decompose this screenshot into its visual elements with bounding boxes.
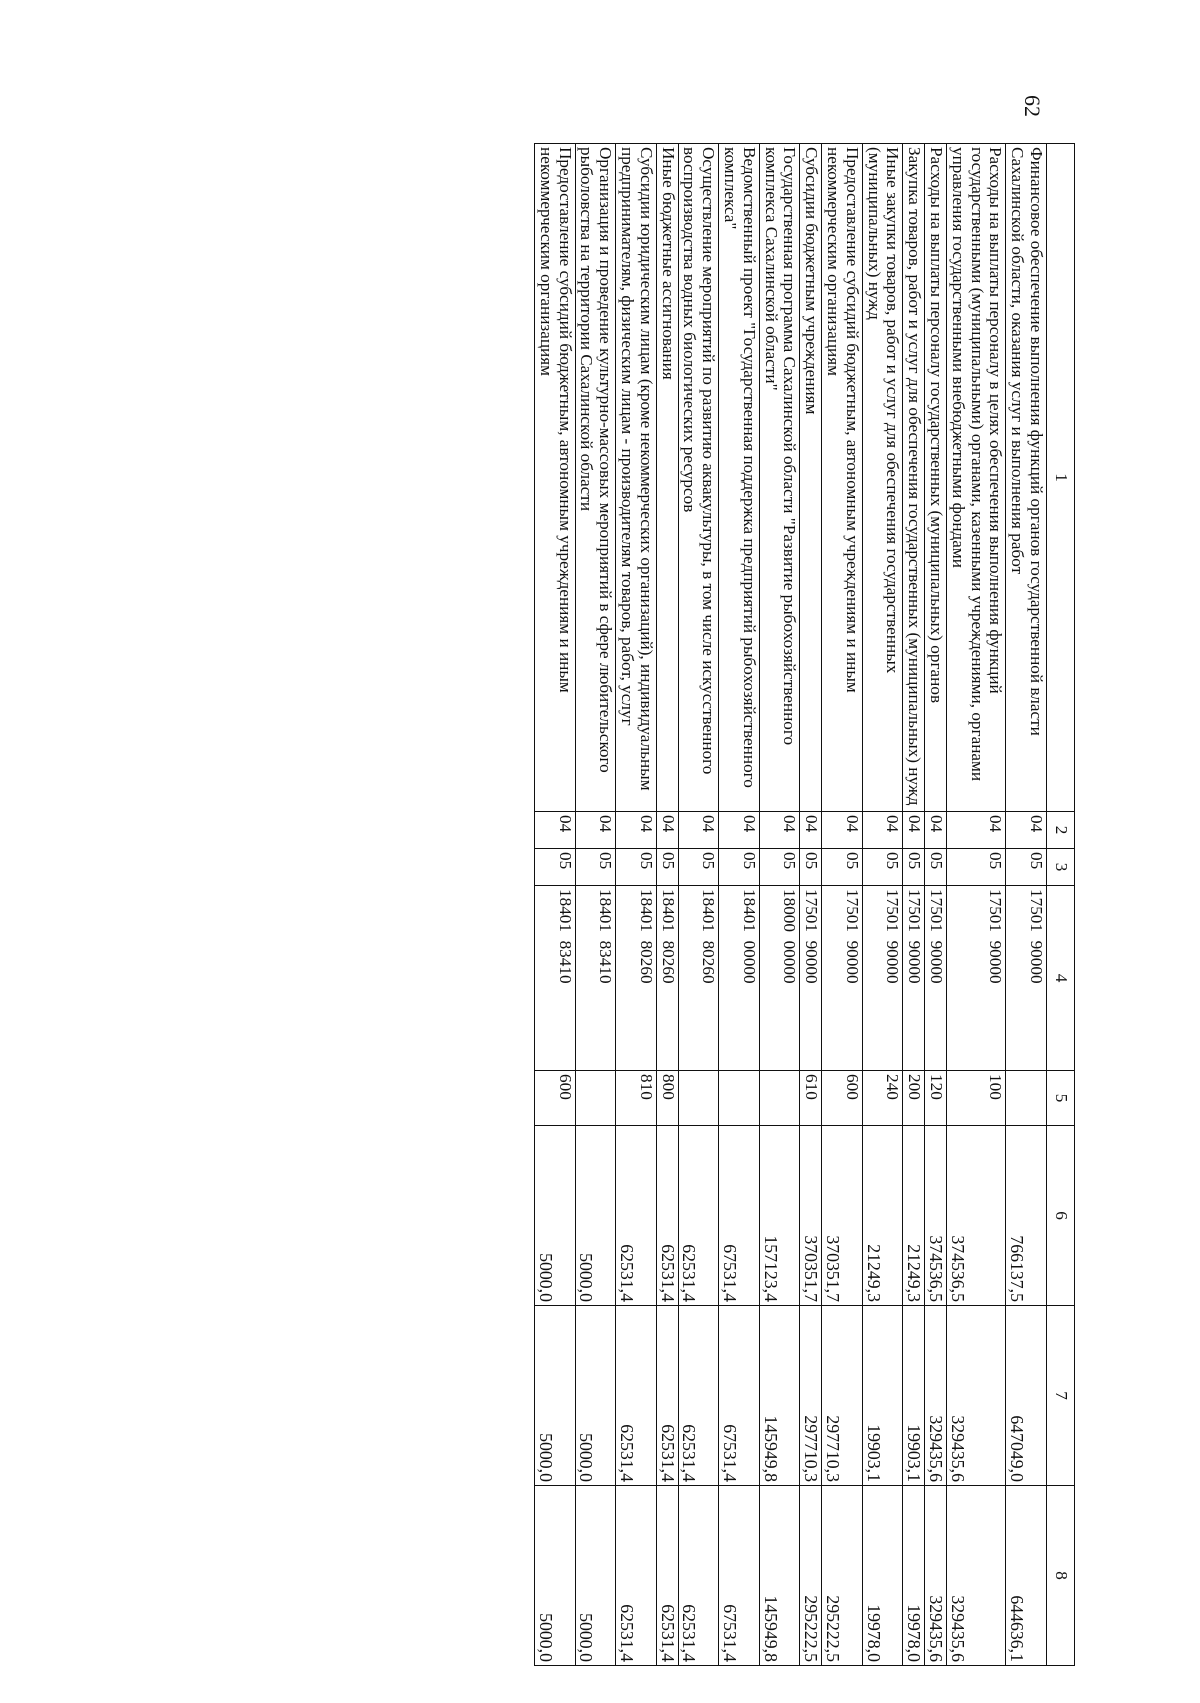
row-target-article: 18401 00000	[719, 886, 760, 1071]
row-value-col8: 295222,5	[800, 1486, 822, 1666]
table-row	[925, 144, 947, 1666]
row-expense-type: 610	[800, 1071, 822, 1126]
row-subsection: 05	[678, 849, 719, 886]
row-target-article: 18401 83410	[575, 886, 616, 1071]
row-expense-type: 200	[903, 1071, 925, 1126]
row-subsection: 05	[535, 849, 576, 886]
row-value-col6: 62531,4	[616, 1126, 657, 1306]
row-section: 04	[822, 812, 863, 849]
row-target-article: 18401 80260	[616, 886, 657, 1071]
row-expense-type: 800	[656, 1071, 678, 1126]
header-col-2: 2	[1047, 812, 1075, 849]
header-col-1: 1	[1047, 144, 1075, 812]
row-name: Расходы на выплаты персоналу в целях обеспечения выполнения функций государственными (муниципальными) органами, казенными учреждениями, органами управления государственными внебюджетными фондами	[947, 144, 1006, 812]
row-value-col8: 62531,4	[678, 1486, 719, 1666]
rotated-sheet	[115, 95, 1075, 1665]
table-row	[678, 144, 719, 1666]
row-value-col6: 374536,5	[925, 1126, 947, 1306]
budget-table	[534, 143, 1075, 1666]
row-target-article: 18401 80260	[678, 886, 719, 1071]
row-subsection: 05	[759, 849, 800, 886]
row-name: Осуществление мероприятий по развитию аквакультуры, в том числе искусственного воспроизводства водных биологических ресурсов	[678, 144, 719, 812]
row-target-article: 17501 90000	[800, 886, 822, 1071]
row-value-col7: 19903,1	[903, 1306, 925, 1486]
row-section: 04	[719, 812, 760, 849]
row-name: Иные закупки товаров, работ и услуг для обеспечения государственных (муниципальных) нужд	[862, 144, 903, 812]
row-subsection: 05	[862, 849, 903, 886]
row-target-article: 18401 80260	[656, 886, 678, 1071]
row-value-col6: 5000,0	[535, 1126, 576, 1306]
row-section: 04	[575, 812, 616, 849]
row-value-col8: 5000,0	[535, 1486, 576, 1666]
row-value-col6: 766137,5	[1006, 1126, 1047, 1306]
row-expense-type: 100	[947, 1071, 1006, 1126]
row-value-col7: 62531,4	[616, 1306, 657, 1486]
row-value-col8: 145949,8	[759, 1486, 800, 1666]
row-expense-type: 120	[925, 1071, 947, 1126]
header-col-7: 7	[1047, 1306, 1075, 1486]
row-name: Расходы на выплаты персоналу государственных (муниципальных) органов	[925, 144, 947, 812]
row-target-article: 17501 90000	[925, 886, 947, 1071]
row-value-col7: 5000,0	[575, 1306, 616, 1486]
row-target-article: 18401 83410	[535, 886, 576, 1071]
row-value-col8: 295222,5	[822, 1486, 863, 1666]
row-value-col8: 62531,4	[656, 1486, 678, 1666]
row-target-article: 17501 90000	[862, 886, 903, 1071]
row-value-col7: 297710,3	[822, 1306, 863, 1486]
row-value-col7: 145949,8	[759, 1306, 800, 1486]
row-section: 04	[947, 812, 1006, 849]
row-value-col7: 329435,6	[947, 1306, 1006, 1486]
row-value-col8: 19978,0	[903, 1486, 925, 1666]
row-target-article: 17501 90000	[947, 886, 1006, 1071]
row-target-article: 18000 00000	[759, 886, 800, 1071]
row-value-col6: 370351,7	[822, 1126, 863, 1306]
table-row	[1006, 144, 1047, 1666]
row-subsection: 05	[903, 849, 925, 886]
row-name: Закупка товаров, работ и услуг для обеспечения государственных (муниципальных) нужд	[903, 144, 925, 812]
row-value-col7: 647049,0	[1006, 1306, 1047, 1486]
row-expense-type	[759, 1071, 800, 1126]
row-expense-type: 810	[616, 1071, 657, 1126]
table-row	[822, 144, 863, 1666]
row-name: Государственная программа Сахалинской области "Развитие рыбохозяйственного комплекса Сахалинской области"	[759, 144, 800, 812]
row-section: 04	[616, 812, 657, 849]
row-value-col7: 5000,0	[535, 1306, 576, 1486]
table-row	[862, 144, 903, 1666]
row-section: 04	[862, 812, 903, 849]
row-value-col6: 157123,4	[759, 1126, 800, 1306]
page-number: 62	[1020, 95, 1045, 117]
row-section: 04	[925, 812, 947, 849]
row-target-article: 17501 90000	[903, 886, 925, 1071]
table-row	[800, 144, 822, 1666]
row-name: Финансовое обеспечение выполнения функций органов государственной власти Сахалинской области, оказания услуг и выполнения работ	[1006, 144, 1047, 812]
row-target-article: 17501 90000	[822, 886, 863, 1071]
row-name: Субсидии бюджетным учреждениям	[800, 144, 822, 812]
row-subsection: 05	[1006, 849, 1047, 886]
row-value-col8: 67531,4	[719, 1486, 760, 1666]
row-name: Иные бюджетные ассигнования	[656, 144, 678, 812]
row-value-col6: 370351,7	[800, 1126, 822, 1306]
table-row	[903, 144, 925, 1666]
row-value-col6: 374536,5	[947, 1126, 1006, 1306]
row-value-col8: 5000,0	[575, 1486, 616, 1666]
table-row	[656, 144, 678, 1666]
row-value-col6: 21249,3	[862, 1126, 903, 1306]
row-section: 04	[759, 812, 800, 849]
row-section: 04	[903, 812, 925, 849]
row-name: Ведомственный проект "Государственная поддержка предприятий рыбохозяйственного комплекса"	[719, 144, 760, 812]
row-value-col7: 62531,4	[678, 1306, 719, 1486]
row-value-col6: 62531,4	[678, 1126, 719, 1306]
row-value-col6: 62531,4	[656, 1126, 678, 1306]
row-expense-type	[678, 1071, 719, 1126]
row-value-col7: 67531,4	[719, 1306, 760, 1486]
row-expense-type	[719, 1071, 760, 1126]
row-subsection: 05	[719, 849, 760, 886]
table-row	[535, 144, 576, 1666]
row-name: Субсидии юридическим лицам (кроме некоммерческих организаций), индивидуальным предпринимателям, физическим лицам - производителям товаров, работ, услуг	[616, 144, 657, 812]
row-subsection: 05	[656, 849, 678, 886]
table-row	[616, 144, 657, 1666]
row-expense-type: 600	[535, 1071, 576, 1126]
row-section: 04	[1006, 812, 1047, 849]
row-value-col7: 19903,1	[862, 1306, 903, 1486]
row-expense-type: 240	[862, 1071, 903, 1126]
row-subsection: 05	[800, 849, 822, 886]
row-value-col8: 644636,1	[1006, 1486, 1047, 1666]
row-value-col8: 62531,4	[616, 1486, 657, 1666]
header-col-3: 3	[1047, 849, 1075, 886]
row-subsection: 05	[575, 849, 616, 886]
header-col-4: 4	[1047, 886, 1075, 1071]
row-value-col6: 21249,3	[903, 1126, 925, 1306]
header-col-8: 8	[1047, 1486, 1075, 1666]
row-expense-type	[1006, 1071, 1047, 1126]
row-subsection: 05	[616, 849, 657, 886]
row-section: 04	[656, 812, 678, 849]
row-value-col7: 329435,6	[925, 1306, 947, 1486]
row-name: Организация и проведение культурно-массовых мероприятий в сфере любительского рыболовства на территории Сахалинской области	[575, 144, 616, 812]
row-subsection: 05	[925, 849, 947, 886]
row-section: 04	[535, 812, 576, 849]
row-expense-type	[575, 1071, 616, 1126]
header-row	[1047, 144, 1075, 1666]
table-row	[719, 144, 760, 1666]
row-value-col8: 19978,0	[862, 1486, 903, 1666]
row-value-col6: 5000,0	[575, 1126, 616, 1306]
document-page	[115, 95, 1075, 1665]
row-section: 04	[800, 812, 822, 849]
row-value-col8: 329435,6	[947, 1486, 1006, 1666]
header-col-5: 5	[1047, 1071, 1075, 1126]
table-row	[759, 144, 800, 1666]
row-subsection: 05	[822, 849, 863, 886]
row-subsection: 05	[947, 849, 1006, 886]
row-target-article: 17501 90000	[1006, 886, 1047, 1071]
row-name: Предоставление субсидий бюджетным, автономным учреждениям и иным некоммерческим организациям	[535, 144, 576, 812]
table-row	[575, 144, 616, 1666]
table-row	[947, 144, 1006, 1666]
row-name: Предоставление субсидий бюджетным, автономным учреждениям и иным некоммерческим организациям	[822, 144, 863, 812]
row-value-col7: 62531,4	[656, 1306, 678, 1486]
row-value-col8: 329435,6	[925, 1486, 947, 1666]
row-value-col7: 297710,3	[800, 1306, 822, 1486]
row-section: 04	[678, 812, 719, 849]
row-value-col6: 67531,4	[719, 1126, 760, 1306]
row-expense-type: 600	[822, 1071, 863, 1126]
header-col-6: 6	[1047, 1126, 1075, 1306]
